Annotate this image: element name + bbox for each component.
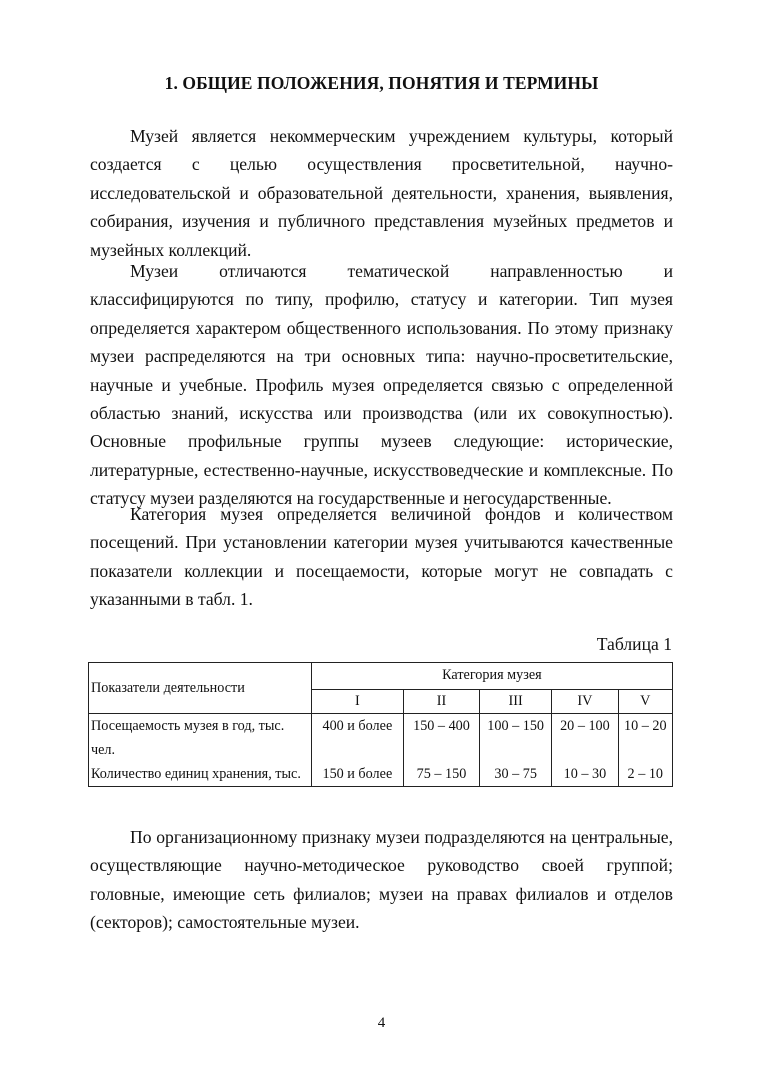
table-cell: 400 и более xyxy=(311,714,403,763)
category-column-header: IV xyxy=(552,689,618,713)
table-row xyxy=(89,714,673,763)
table-cell: 10 – 30 xyxy=(552,762,618,787)
category-column-header: I xyxy=(311,689,403,713)
paragraph-museum-organization: По организационному признаку музеи подразделяются на центральные, осуществляющие научно-методическое руководство своей группой; головные, имеющие сеть филиалов; музеи на правах филиалов и отделов (секторов); самостоятельные музеи. xyxy=(90,827,673,933)
museum-category-table xyxy=(88,662,673,787)
table-cell: 150 и более xyxy=(311,762,403,787)
table-cell: 75 – 150 xyxy=(403,762,479,787)
table-cell: 150 – 400 xyxy=(403,714,479,763)
table-cell: 20 – 100 xyxy=(552,714,618,763)
table-cell: 30 – 75 xyxy=(480,762,552,787)
category-column-header: III xyxy=(480,689,552,713)
table-row-header: Показатели деятельности xyxy=(89,663,312,714)
page-number: 4 xyxy=(377,1015,386,1031)
category-column-header: II xyxy=(403,689,479,713)
table-caption: Таблица 1 xyxy=(596,634,672,654)
table-cell: 2 – 10 xyxy=(618,762,672,787)
table-cell: 10 – 20 xyxy=(618,714,672,763)
table-category-header: Категория музея xyxy=(311,663,672,690)
paragraph-museum-classification: Музеи отличаются тематической направленностью и классифицируются по типу, профилю, статусу и категории. Тип музея определяется характером общественного использования. По этому признаку музеи распределяются на три основных типа: научно-просветительские, научные и учебные. Профиль музея определяется связью с определенной областью знаний, искусства или производства (или их совокупностью). Основные профильные группы музеев следующие: исторические, литературные, естественно-научные, искусствоведческие и комплексные. По статусу музеи разделяются на государственные и негосударственные. xyxy=(90,261,673,509)
row-label-storage-units: Количество единиц хранения, тыс. xyxy=(89,762,312,787)
table-row xyxy=(89,762,673,787)
paragraph-museum-category: Категория музея определяется величиной фондов и количеством посещений. При установлении категории музея учитываются качественные показатели коллекции и посещаемости, которые могут не совпадать с указанными в табл. 1. xyxy=(90,504,673,610)
paragraph-museum-definition: Музей является некоммерческим учреждением культуры, который создается с целью осуществления просветительной, научно-исследовательской и образовательной деятельности, хранения, выявления, собирания, изучения и публичного представления музейных предметов и музейных коллекций. xyxy=(90,126,673,260)
category-column-header: V xyxy=(618,689,672,713)
section-heading: 1. ОБЩИЕ ПОЛОЖЕНИЯ, ПОНЯТИЯ И ТЕРМИНЫ xyxy=(164,73,599,93)
table-cell: 100 – 150 xyxy=(480,714,552,763)
row-label-attendance: Посещаемость музея в год, тыс. чел. xyxy=(89,714,312,763)
